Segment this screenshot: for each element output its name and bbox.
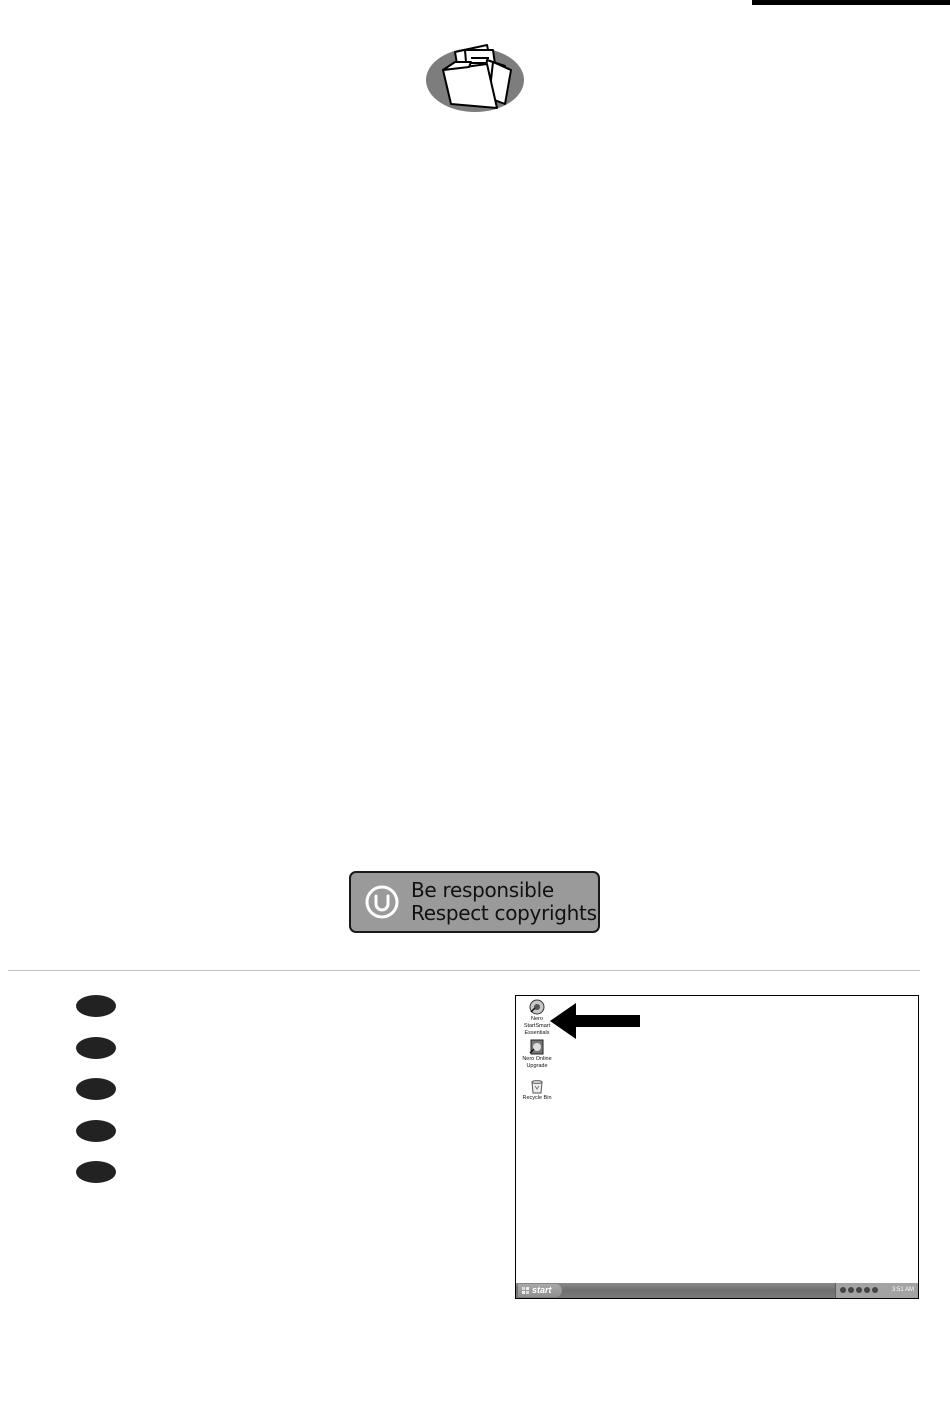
icon-label-line: Recycle Bin [522,1095,552,1101]
language-marker [76,1037,116,1059]
nero-online-upgrade-icon [529,1039,545,1055]
section-divider [8,970,920,971]
recycle-bin-icon [529,1078,545,1094]
desktop-icon-recycle-bin[interactable] [517,1078,557,1101]
language-marker [76,1161,116,1183]
icon-label-line: StartSmart [523,1023,551,1029]
icon-label-line: Essentials [524,1030,550,1036]
tray-icon[interactable] [872,1287,878,1293]
taskbar [516,1283,918,1298]
respect-copyrights-badge [349,871,600,933]
desktop-screenshot [515,995,919,1299]
badge-line-2: Respect copyrights [411,901,597,925]
tray-clock: 3:51 AM [891,1287,914,1293]
badge-line-1: Be responsible [411,878,554,902]
language-marker [76,995,116,1017]
tray-icon[interactable] [856,1287,862,1293]
tray-icon[interactable] [848,1287,854,1293]
folder-with-documents-icon [425,40,525,114]
language-marker [76,1120,116,1142]
windows-flag-icon [522,1287,529,1294]
icon-label-line: Nero [531,1016,543,1022]
responsibility-smile-icon [365,885,399,919]
start-label: start [532,1285,552,1295]
language-marker [76,1078,116,1100]
badge-text [411,879,597,925]
icon-label-line: Upgrade [526,1063,548,1069]
arrow-left-icon [548,1001,642,1041]
tray-icon[interactable] [864,1287,870,1293]
top-edge-bar [752,0,950,5]
system-tray [835,1283,918,1298]
desktop-icon-nero-online-upgrade[interactable] [517,1039,557,1069]
tray-icon[interactable] [840,1287,846,1293]
icon-label-line: Nero Online [522,1056,552,1062]
nero-startsmart-icon [529,999,545,1015]
start-button[interactable] [518,1284,562,1297]
